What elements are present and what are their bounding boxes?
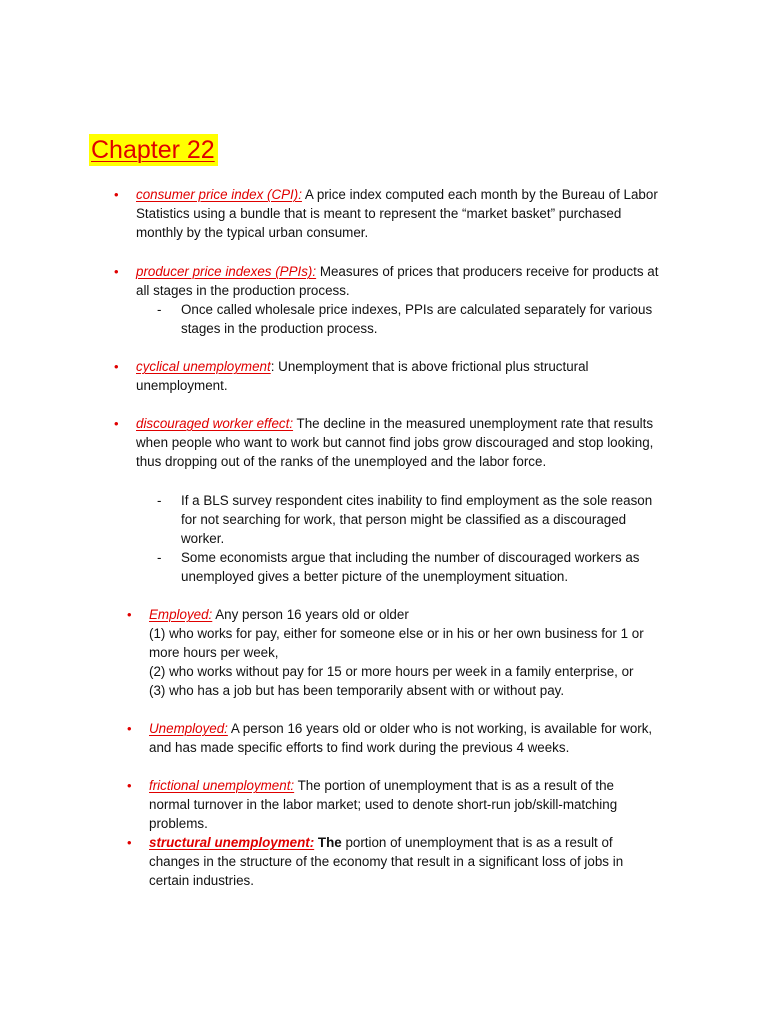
sub-point-text: If a BLS survey respondent cites inability to find employment as the sole reason <box>181 493 653 508</box>
bullet-icon: • <box>114 359 119 374</box>
sub-point-text: worker. <box>181 531 225 546</box>
definition-unemployed <box>127 719 653 757</box>
bullet-icon: • <box>127 835 132 850</box>
definition-text: A price index computed each month by the Bureau of Labor <box>301 187 658 202</box>
definition-text: unemployment. <box>136 378 228 393</box>
bullet-icon: • <box>114 264 119 279</box>
definition-text: Measures of prices that producers receive for products at <box>316 264 659 279</box>
bullet-icon: • <box>127 607 132 622</box>
term-frictional-unemployment: frictional unemployment: <box>149 778 295 793</box>
definition-cyclical-unemployment: • cyclical unemployment: Unemployment that is above frictional plus structural unemployment. <box>114 359 589 393</box>
sub-point-ppi <box>157 300 653 338</box>
definition-ppi <box>114 262 659 300</box>
sub-point-text: Once called wholesale price indexes, PPIs are calculated separately for various <box>181 302 653 317</box>
definition-text: normal turnover in the labor market; used to denote short-run job/skill-matching <box>149 797 618 812</box>
term-cyclical-unemployment: cyclical unemployment <box>136 359 271 374</box>
dash-marker: - <box>157 550 162 565</box>
definition-text: The decline in the measured unemployment rate that results <box>293 416 654 431</box>
term-ppi: producer price indexes (PPIs): <box>136 264 317 279</box>
definition-text: when people who want to work but cannot find jobs grow discouraged and stop looking, <box>136 435 654 450</box>
definition-text: certain industries. <box>149 873 254 888</box>
definition-text: (2) who works without pay for 15 or more hours per week in a family enterprise, or <box>149 664 634 679</box>
definition-text: (3) who has a job but has been temporarily absent with or without pay. <box>149 683 565 698</box>
bullet-icon: • <box>127 778 132 793</box>
definition-discouraged-worker <box>114 414 654 471</box>
definition-text: The portion of unemployment that is as a result of the <box>294 778 614 793</box>
chapter-title: Chapter 22 <box>89 134 218 166</box>
dash-marker: - <box>157 493 162 508</box>
term-discouraged-worker: discouraged worker effect: <box>136 416 294 431</box>
definition-text: portion of unemployment that is as a result of <box>341 835 613 850</box>
dash-marker: - <box>157 302 162 317</box>
definition-text: and has made specific efforts to find work during the previous 4 weeks. <box>149 740 570 755</box>
definition-frictional-unemployment <box>127 776 618 833</box>
bullet-icon: • <box>127 721 132 736</box>
definition-text: problems. <box>149 816 208 831</box>
term-structural-unemployment: structural unemployment: <box>149 835 315 850</box>
chapter-heading <box>89 134 218 166</box>
sub-point-text: for not searching for work, that person might be classified as a discouraged <box>181 512 627 527</box>
definition-text: Any person 16 years old or older <box>212 607 409 622</box>
definition-text: A person 16 years old or older who is not working, is available for work, <box>227 721 653 736</box>
sub-point-text: unemployed gives a better picture of the unemployment situation. <box>181 569 569 584</box>
bullet-icon: • <box>114 187 119 202</box>
term-employed: Employed: <box>149 607 213 622</box>
definition-cpi <box>114 185 658 242</box>
definition-text: (1) who works for pay, either for someone else or in his or her own business for 1 or <box>149 626 644 641</box>
sub-point-text: stages in the production process. <box>181 321 378 336</box>
definition-text: changes in the structure of the economy that result in a significant loss of jobs in <box>149 854 624 869</box>
sub-point-discouraged-2 <box>157 548 640 586</box>
definition-text: monthly by the typical urban consumer. <box>136 225 369 240</box>
definition-text: all stages in the production process. <box>136 283 350 298</box>
definition-text: more hours per week, <box>149 645 279 660</box>
term-unemployed: Unemployed: <box>149 721 228 736</box>
sub-point-discouraged-1 <box>157 491 653 548</box>
definition-employed <box>127 605 644 700</box>
definition-text: Unemployment that is above frictional plus structural <box>274 359 589 374</box>
term-cpi: consumer price index (CPI): <box>136 187 302 202</box>
definition-text: thus dropping out of the ranks of the unemployed and the labor force. <box>136 454 547 469</box>
sub-point-text: Some economists argue that including the number of discouraged workers as <box>181 550 640 565</box>
bullet-icon: • <box>114 416 119 431</box>
definition-structural-unemployment: • structural unemployment: The portion of unemployment that is as a result of changes in the structure of the economy that result in a significant loss of jobs in certain industries. <box>127 835 624 888</box>
definition-text: Statistics using a bundle that is meant to represent the “market basket” purchased <box>136 206 622 221</box>
